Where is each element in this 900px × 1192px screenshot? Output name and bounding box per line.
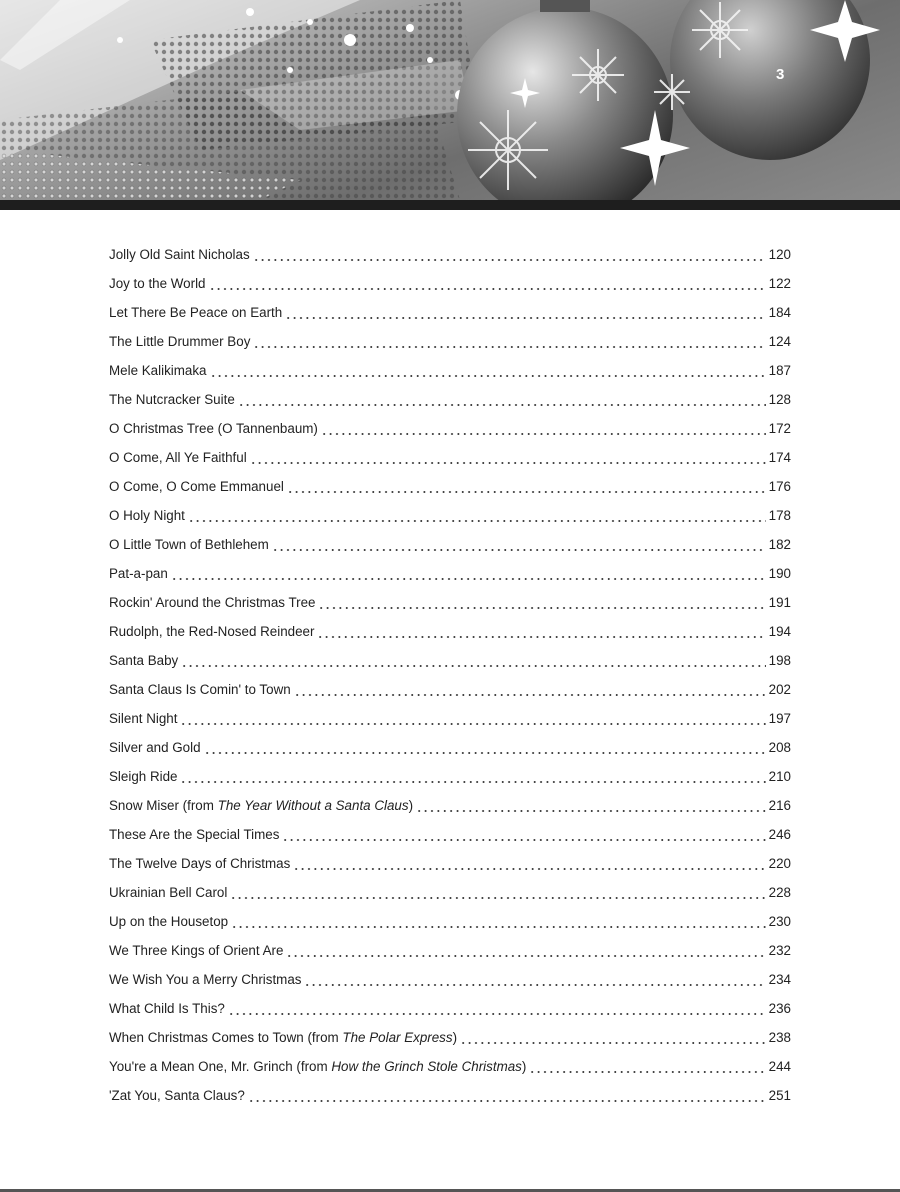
toc-entry-title: Santa Baby — [109, 653, 179, 668]
toc-entry[interactable] — [109, 414, 791, 443]
toc-entry-page-number: 244 — [768, 1059, 791, 1074]
toc-entry[interactable] — [109, 385, 791, 414]
toc-entry-title: Rockin' Around the Christmas Tree — [109, 595, 316, 610]
toc-entry-title: We Wish You a Merry Christmas — [109, 972, 302, 987]
toc-entry-title-main: Snow Miser (from — [109, 798, 218, 813]
toc-entry-title: Mele Kalikimaka — [109, 363, 207, 378]
toc-entry-page-number: 236 — [768, 1001, 791, 1016]
toc-entry[interactable] — [109, 646, 791, 675]
toc-entry-title: The Nutcracker Suite — [109, 392, 235, 407]
toc-entry-title: O Come, O Come Emmanuel — [109, 479, 284, 494]
toc-entry[interactable] — [109, 559, 791, 588]
toc-entry-page-number: 246 — [768, 827, 791, 842]
toc-entry-page-number: 232 — [768, 943, 791, 958]
toc-entry-title: Joy to the World — [109, 276, 206, 291]
toc-entry-page-number: 178 — [768, 508, 791, 523]
toc-entry[interactable] — [109, 1081, 791, 1110]
dot-leader — [304, 981, 765, 989]
toc-entry-title: Let There Be Peace on Earth — [109, 305, 283, 320]
toc-entry[interactable] — [109, 936, 791, 965]
dot-leader — [416, 807, 766, 815]
toc-entry-page-number: 128 — [768, 392, 791, 407]
toc-entry[interactable] — [109, 878, 791, 907]
toc-entry-title-end: ) — [452, 1030, 458, 1045]
dot-leader — [230, 894, 765, 902]
dot-leader — [529, 1068, 765, 1076]
toc-entry-page-number: 198 — [768, 653, 791, 668]
toc-entry[interactable] — [109, 994, 791, 1023]
dot-leader — [248, 1097, 766, 1105]
toc-entry-page-number: 182 — [768, 537, 791, 552]
toc-entry[interactable] — [109, 791, 791, 820]
dot-leader — [287, 488, 766, 496]
dot-leader — [210, 372, 766, 380]
toc-entry-title: Ukrainian Bell Carol — [109, 885, 228, 900]
toc-entry[interactable] — [109, 675, 791, 704]
toc-entry-page-number: 220 — [768, 856, 791, 871]
toc-entry[interactable] — [109, 356, 791, 385]
toc-entry-page-number: 234 — [768, 972, 791, 987]
toc-entry-title — [109, 1023, 457, 1052]
dot-leader — [293, 865, 765, 873]
toc-entry-title: The Little Drummer Boy — [109, 334, 251, 349]
toc-entry-page-number: 208 — [768, 740, 791, 755]
toc-entry[interactable] — [109, 1052, 791, 1081]
toc-entry-title: Silent Night — [109, 711, 178, 726]
dot-leader — [228, 1010, 766, 1018]
toc-entry-title-end: ) — [408, 798, 414, 813]
toc-entry[interactable] — [109, 588, 791, 617]
toc-entry[interactable] — [109, 762, 791, 791]
toc-entry-title: Rudolph, the Red-Nosed Reindeer — [109, 624, 315, 639]
toc-entry-page-number: 174 — [768, 450, 791, 465]
dot-leader — [181, 662, 765, 670]
toc-entry-title: Pat-a-pan — [109, 566, 168, 581]
dot-leader — [180, 720, 765, 728]
header-banner — [0, 0, 900, 210]
toc-entry-page-number: 176 — [768, 479, 791, 494]
toc-entry-title-italic: The Polar Express — [342, 1030, 453, 1045]
dot-leader — [317, 633, 765, 641]
page-number: 3 — [776, 66, 785, 83]
toc-entry-page-number: 238 — [768, 1030, 791, 1045]
dot-leader — [286, 952, 765, 960]
toc-entry[interactable] — [109, 733, 791, 762]
toc-entry-page-number: 230 — [768, 914, 791, 929]
toc-entry[interactable] — [109, 965, 791, 994]
toc-entry[interactable] — [109, 530, 791, 559]
toc-entry-title — [109, 791, 413, 820]
dot-leader — [253, 256, 766, 264]
toc-entry-title: What Child Is This? — [109, 1001, 225, 1016]
dot-leader — [209, 285, 766, 293]
toc-entry-title-main: You're a Mean One, Mr. Grinch (from — [109, 1059, 332, 1074]
dot-leader — [250, 459, 766, 467]
toc-entry[interactable] — [109, 849, 791, 878]
toc-entry[interactable] — [109, 327, 791, 356]
toc-entry-page-number: 228 — [768, 885, 791, 900]
toc-entry-title-end: ) — [521, 1059, 527, 1074]
ornament-illustration — [0, 0, 900, 210]
toc-entry[interactable] — [109, 907, 791, 936]
toc-entry-title: O Come, All Ye Faithful — [109, 450, 247, 465]
dot-leader — [272, 546, 766, 554]
dot-leader — [285, 314, 765, 322]
toc-entry-title: O Holy Night — [109, 508, 185, 523]
toc-entry[interactable] — [109, 472, 791, 501]
toc-entry[interactable] — [109, 269, 791, 298]
toc-entry-page-number: 191 — [768, 595, 791, 610]
toc-entry-title: Jolly Old Saint Nicholas — [109, 247, 250, 262]
toc-entry-page-number: 210 — [768, 769, 791, 784]
toc-entry[interactable] — [109, 704, 791, 733]
toc-entry-page-number: 194 — [768, 624, 791, 639]
toc-entry[interactable] — [109, 240, 791, 269]
toc-entry-page-number: 122 — [768, 276, 791, 291]
toc-entry-title: O Christmas Tree (O Tannenbaum) — [109, 421, 318, 436]
toc-entry-page-number: 202 — [768, 682, 791, 697]
toc-entry-page-number: 190 — [768, 566, 791, 581]
toc-entry-page-number: 172 — [768, 421, 791, 436]
toc-entry[interactable] — [109, 820, 791, 849]
toc-entry-title: These Are the Special Times — [109, 827, 280, 842]
dot-leader — [204, 749, 766, 757]
dot-leader — [231, 923, 766, 931]
toc-entry-title: Santa Claus Is Comin' to Town — [109, 682, 291, 697]
toc-entry-page-number: 124 — [768, 334, 791, 349]
toc-entry-page-number: 251 — [768, 1088, 791, 1103]
dot-leader — [460, 1039, 766, 1047]
toc-entry-page-number: 184 — [768, 305, 791, 320]
toc-entry-page-number: 187 — [768, 363, 791, 378]
dot-leader — [171, 575, 766, 583]
dot-leader — [321, 430, 766, 438]
toc-entry-title-main: When Christmas Comes to Town (from — [109, 1030, 343, 1045]
toc-entry-page-number: 120 — [768, 247, 791, 262]
toc-entry-title-italic: How the Grinch Stole Christmas — [331, 1059, 522, 1074]
dot-leader — [294, 691, 766, 699]
toc-entry-title: 'Zat You, Santa Claus? — [109, 1088, 245, 1103]
table-of-contents — [109, 240, 791, 1110]
toc-entry-title: O Little Town of Bethlehem — [109, 537, 269, 552]
dot-leader — [318, 604, 765, 612]
toc-entry-title: Sleigh Ride — [109, 769, 178, 784]
toc-entry[interactable] — [109, 298, 791, 327]
toc-entry-title-italic: The Year Without a Santa Claus — [217, 798, 409, 813]
dot-leader — [180, 778, 765, 786]
toc-entry-title: We Three Kings of Orient Are — [109, 943, 284, 958]
dot-leader — [188, 517, 766, 525]
header-divider — [0, 200, 900, 210]
toc-entry[interactable] — [109, 443, 791, 472]
dot-leader — [238, 401, 766, 409]
toc-entry-title: Silver and Gold — [109, 740, 201, 755]
toc-entry-title: The Twelve Days of Christmas — [109, 856, 291, 871]
dot-leader — [253, 343, 765, 351]
toc-entry[interactable] — [109, 1023, 791, 1052]
toc-entry-title: Up on the Housetop — [109, 914, 229, 929]
toc-entry-page-number: 197 — [768, 711, 791, 726]
toc-entry-page-number: 216 — [768, 798, 791, 813]
toc-entry[interactable] — [109, 501, 791, 530]
toc-entry-title — [109, 1052, 526, 1081]
toc-entry[interactable] — [109, 617, 791, 646]
dot-leader — [282, 836, 765, 844]
